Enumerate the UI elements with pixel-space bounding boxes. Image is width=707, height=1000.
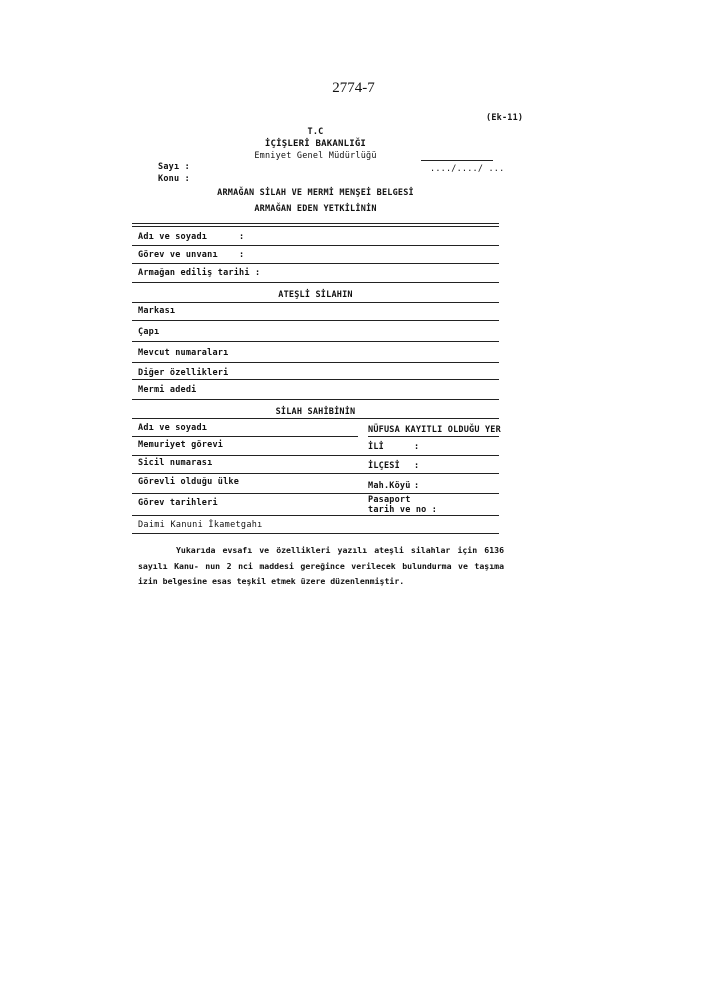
- owner-duty-country-label: Görevli olduğu ülke: [138, 477, 240, 487]
- weapon-numbers-label: Mevcut numaraları: [138, 348, 229, 358]
- header-ministry: İÇİŞLERİ BAKANLIĞI: [264, 139, 367, 149]
- owner-position-label: Memuriyet görevi: [138, 440, 224, 450]
- divider: [132, 455, 499, 456]
- donor-section-title: ARMAĞAN EDEN YETKİLİNİN: [254, 204, 377, 214]
- owner-registry-label: Sicil numarası: [138, 458, 213, 468]
- weapon-caliber-label: Çapı: [138, 327, 160, 337]
- divider: [132, 302, 499, 303]
- divider: [132, 282, 499, 283]
- divider: [132, 320, 499, 321]
- divider: [132, 245, 499, 246]
- divider: [132, 223, 499, 224]
- village-label: Mah.Köyü: [368, 481, 411, 491]
- document-title: ARMAĞAN SİLAH VE MERMİ MENŞEİ BELGESİ: [217, 188, 414, 198]
- owner-duty-dates-label: Görev tarihleri: [138, 498, 218, 508]
- header-state: T.C: [307, 127, 324, 137]
- divider: [132, 399, 499, 400]
- date-underline: [421, 160, 493, 161]
- divider: [132, 418, 499, 419]
- province-label: İLİ: [368, 442, 384, 452]
- divider: [368, 436, 499, 437]
- district-separator: :: [414, 461, 420, 471]
- village-separator: :: [414, 481, 420, 491]
- divider: [132, 473, 499, 474]
- donor-name-label: Adı ve soyadı: [138, 232, 208, 242]
- divider: [132, 341, 499, 342]
- divider: [132, 515, 499, 516]
- district-label: İLÇESİ: [368, 461, 400, 471]
- passport-label: Pasaport: [368, 495, 411, 505]
- passport-date-number-label: tarih ve no :: [368, 505, 438, 515]
- page-number: 2774-7: [332, 80, 375, 96]
- statement-paragraph: [138, 543, 504, 590]
- province-separator: :: [414, 442, 420, 452]
- gift-date-label: Armağan ediliş tarihi :: [138, 268, 261, 278]
- weapon-brand-label: Markası: [138, 306, 176, 316]
- divider: [132, 436, 358, 437]
- konu-label: Konu :: [158, 174, 190, 184]
- sayi-label: Sayı :: [158, 162, 190, 172]
- donor-name-separator: :: [239, 232, 245, 242]
- annex-label: (Ek-11): [486, 113, 524, 123]
- divider: [132, 533, 499, 534]
- weapon-other-features-label: Diğer özellikleri: [138, 368, 229, 378]
- weapon-section-title: ATEŞLİ SİLAHIN: [278, 290, 353, 300]
- divider: [132, 263, 499, 264]
- date-placeholder: ..../..../ ...: [430, 164, 505, 174]
- donor-title-separator: :: [239, 250, 245, 260]
- donor-title-label: Görev ve unvanı: [138, 250, 218, 260]
- divider: [132, 226, 499, 227]
- owner-section-title: SİLAH SAHİBİNİN: [275, 407, 356, 417]
- divider: [132, 362, 499, 363]
- divider: [132, 493, 499, 494]
- ammo-count-label: Mermi adedi: [138, 385, 197, 395]
- permanent-residence-label: Daimi Kanuni İkametgahı: [138, 520, 263, 530]
- owner-name-label: Adı ve soyadı: [138, 423, 208, 433]
- header-directorate: Emniyet Genel Müdürlüğü: [254, 151, 377, 161]
- statement-text: Yukarıda evsafı ve özellikleri yazılı ateşli silahlar için 6136 sayılı Kanu- nun 2 nci maddesi gereğince verilecek bulundurma ve taşıma izin belgesine esas teşkil etmek üzere düzenlenmiştir.: [138, 545, 504, 586]
- divider: [132, 379, 499, 380]
- registry-place-heading: NÜFUSA KAYITLI OLDUĞU YER: [368, 425, 501, 435]
